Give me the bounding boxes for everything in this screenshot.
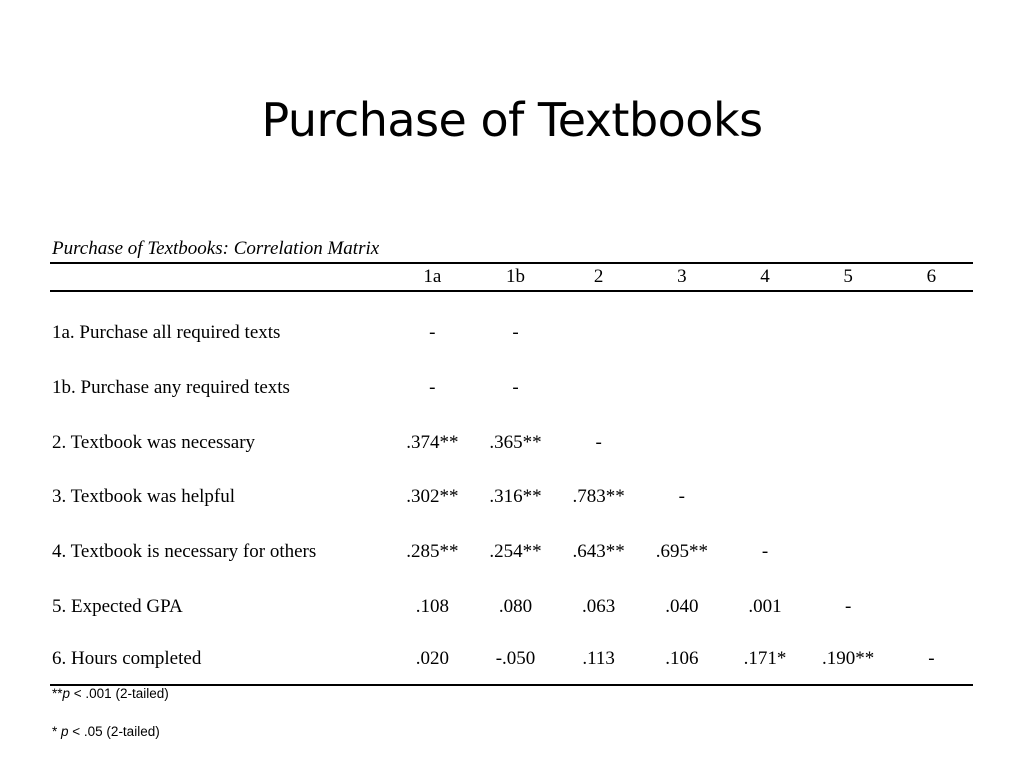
table-cell: .695** [655,541,708,563]
table-row [50,634,973,685]
table-caption: Purchase of Textbooks: Correlation Matrix [52,238,380,259]
table-row [50,415,973,470]
table-cell: - [512,322,519,344]
table-cell [557,361,640,416]
table-cell: - [890,634,973,685]
table-row [50,579,973,634]
table-cell [890,525,973,580]
table-cell: .020 [391,634,474,685]
table-cell: - [761,541,769,563]
correlation-matrix-table [50,262,973,686]
table-cell: .106 [640,634,723,685]
table-cell: - [429,377,436,399]
table-cell [640,415,723,470]
table-cell [723,361,806,416]
table-cell: .643** [572,541,625,563]
table-cell: - [595,431,602,453]
note-p: p [61,724,69,739]
table-cell [890,579,973,634]
table-cell [890,415,973,470]
row-label: 3. Textbook was helpful [52,486,236,508]
table-cell: .113 [557,634,640,685]
table-cell: .190** [807,634,890,685]
note-p: p [62,686,71,701]
significance-note [52,686,169,701]
table-row [50,525,973,580]
table-cell [807,415,890,470]
slide-title: Purchase of Textbooks [261,92,763,147]
table-cell [890,291,973,361]
table-cell [640,291,723,361]
table-cell: .316** [489,486,542,508]
table-cell: - [678,486,685,508]
table-cell [723,291,806,361]
table-cell: -.050 [474,634,557,685]
table-cell [640,361,723,416]
table-cell: .001 [748,595,782,617]
row-label: 5. Expected GPA [52,595,183,617]
table-cell [807,361,890,416]
table-header-row [50,263,973,291]
row-label: 4. Textbook is necessary for others [52,541,317,563]
table-cell: .783** [572,486,625,508]
note-prefix: ** [52,686,63,701]
header-row-label [50,263,391,291]
row-label: 6. Hours completed [50,634,391,685]
table-cell [890,361,973,416]
table-cell: .302** [406,486,459,508]
note-text: < .001 (2-tailed) [70,686,169,701]
row-label: 1b. Purchase any required texts [52,377,290,399]
table-cell [807,470,890,525]
table-cell: .108 [415,595,449,617]
table-cell: .374** [406,431,459,453]
column-header: 2 [557,263,640,291]
column-header: 4 [723,263,806,291]
table-cell: .365** [489,431,542,453]
table-cell [723,415,806,470]
table-cell: .285** [406,541,459,563]
table-cell: - [512,377,519,399]
column-header: 1b [474,263,557,291]
note-prefix: * [52,724,62,739]
table-cell: .254** [489,541,542,563]
note-text: < .05 (2-tailed) [68,724,160,739]
table-row [50,361,973,416]
table-cell: - [845,595,852,617]
row-label: 2. Textbook was necessary [52,431,256,453]
table-cell [807,291,890,361]
table-cell [723,470,806,525]
table-cell: .080 [498,595,533,617]
table-cell [890,470,973,525]
column-header: 5 [807,263,890,291]
table-row [50,291,973,361]
table-cell [557,291,640,361]
column-header: 1a [391,263,474,291]
table-cell: - [429,322,436,344]
row-label: 1a. Purchase all required texts [52,322,281,344]
table-cell: .040 [665,595,699,617]
table-row [50,470,973,525]
column-header: 6 [890,263,973,291]
table-cell: .171* [723,634,806,685]
significance-note [52,724,160,739]
table-cell: .063 [582,595,616,617]
table-cell [807,525,890,580]
column-header: 3 [640,263,723,291]
